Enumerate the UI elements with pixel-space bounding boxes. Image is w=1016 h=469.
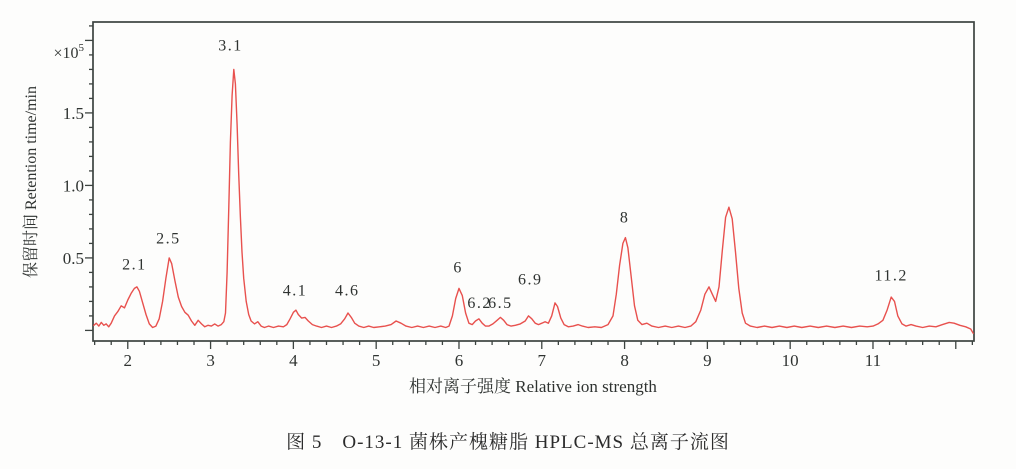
x-tick-label: 9 [703, 351, 712, 370]
peak-label: 6 [453, 259, 463, 277]
x-tick-label: 2 [123, 351, 133, 370]
peak-label: 6.5 [488, 294, 513, 312]
x-tick-label: 11 [864, 351, 882, 370]
peak-label: 3.1 [218, 37, 243, 55]
y-axis-multiplier: $\times 10^5$ [53, 42, 84, 62]
y-tick-label: 1.0 [62, 176, 84, 196]
peak-label: 2.1 [122, 256, 147, 274]
x-tick-label: 7 [537, 351, 547, 370]
x-tick-label: 8 [620, 351, 629, 370]
y-tick-label: 0.5 [62, 248, 84, 268]
peak-label: 4.6 [334, 282, 360, 300]
peak-label: 8 [619, 209, 630, 227]
x-tick-label: 5 [371, 351, 381, 370]
figure-caption: 图 5 O-13-1 菌株产槐糖脂 HPLC-MS 总离子流图 [286, 432, 730, 453]
x-axis-title: 相对离子强度 Relative ion strength [409, 377, 657, 396]
trace-path [94, 69, 973, 333]
x-tick-label: 10 [781, 351, 799, 370]
peak-label: 6.2 [467, 294, 492, 312]
peak-label: 2.5 [156, 230, 181, 248]
y-tick-label: 1.5 [62, 103, 84, 123]
x-tick-label: 6 [454, 351, 464, 370]
plot-generated-content [63, 22, 974, 370]
peak-label: 4.1 [282, 282, 308, 300]
y-axis-title: 保留时间 Retention time/min [23, 86, 40, 278]
x-tick-label: 4 [289, 351, 298, 370]
peak-label: 11.2 [874, 267, 908, 285]
x-tick-label: 3 [206, 351, 215, 370]
plot-border [93, 22, 974, 341]
peak-label: 6.9 [517, 271, 543, 289]
